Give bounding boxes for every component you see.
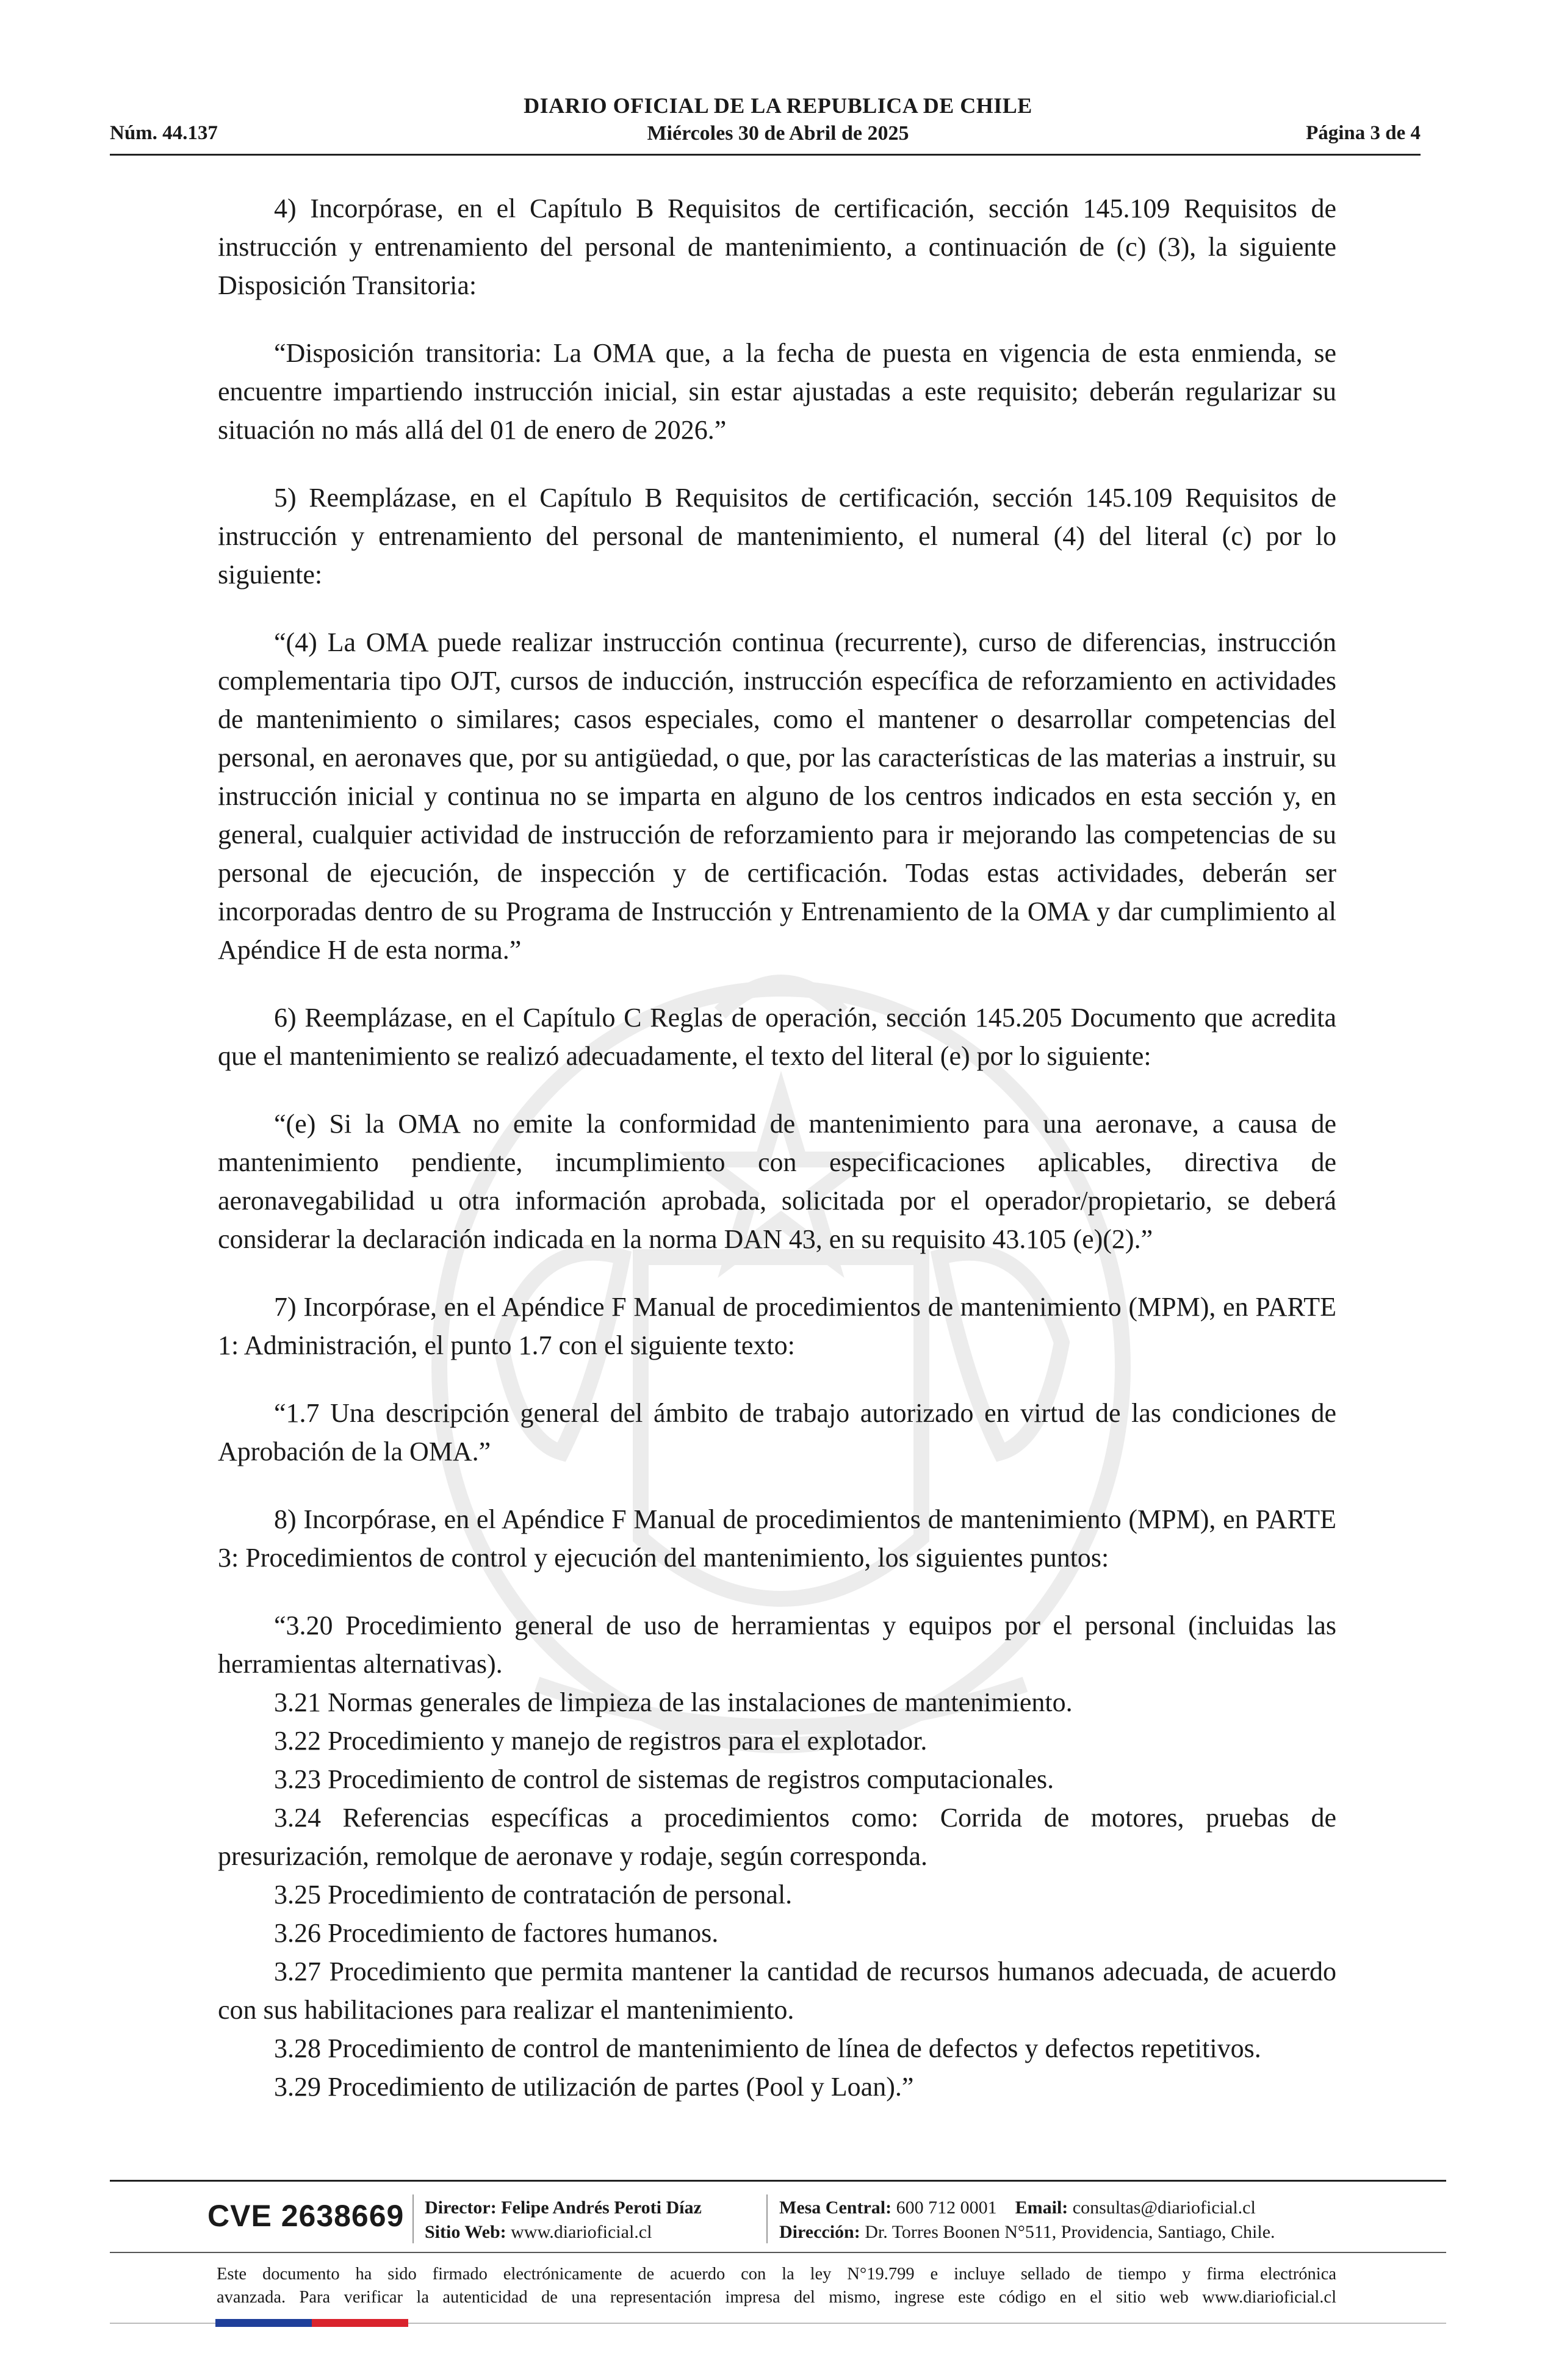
list-item-3-22: 3.22 Procedimiento y manejo de registros para el explotador. <box>274 1726 927 1756</box>
paragraph-transitoria: “Disposición transitoria: La OMA que, a la fecha de puesta en vigencia de esta enmienda, se encuentre impartiendo instrucción inicial, sin estar ajustadas a este requisito; deberán regularizar su situación no más allá del 01 de enero de 2026.” <box>218 338 1336 445</box>
cve-code: CVE 2638669 <box>207 2199 405 2233</box>
footer-contact-block <box>779 2196 1275 2245</box>
page-number: Página 3 de 4 <box>1306 122 1421 144</box>
paragraph-punto-1-7: “1.7 Una descripción general del ámbito de trabajo autorizado en virtud de las condiciones de Aprobación de la OMA.” <box>218 1398 1336 1466</box>
paragraph-5: 5) Reemplázase, en el Capítulo B Requisitos de certificación, sección 145.109 Requisitos de instrucción y entrenamiento del personal de mantenimiento, el numeral (4) del literal (c) por lo siguiente: <box>218 483 1336 590</box>
footer-separator <box>412 2194 414 2243</box>
flag-bar-red <box>312 2319 408 2327</box>
director-name: Felipe Andrés Peroti Díaz <box>501 2198 702 2218</box>
mesa-central-phone: 600 712 0001 <box>896 2198 997 2218</box>
footer-director-block <box>425 2196 702 2245</box>
header-divider <box>110 154 1421 156</box>
website-label: Sitio Web: <box>425 2222 506 2242</box>
publication-title: DIARIO OFICIAL DE LA REPUBLICA DE CHILE <box>524 93 1032 118</box>
issue-date: Miércoles 30 de Abril de 2025 <box>647 122 909 145</box>
footer-divider-top <box>110 2180 1446 2182</box>
legal-notice-line-1: Este documento ha sido firmado electrónicamente de acuerdo con la ley N°19.799 e incluye sellado de tiempo y firma electrónica <box>217 2265 1336 2284</box>
footer-legal-notice <box>217 2263 1336 2309</box>
list-item-3-24: 3.24 Referencias específicas a procedimientos como: Corrida de motores, pruebas de presurización, remolque de aeronave y rodaje, según corresponda. <box>218 1803 1336 1871</box>
address-label: Dirección: <box>779 2222 860 2242</box>
page-header <box>0 0 1556 165</box>
flag-bar-blue <box>215 2319 312 2327</box>
list-item-3-25: 3.25 Procedimiento de contratación de personal. <box>274 1880 793 1909</box>
list-item-3-21: 3.21 Normas generales de limpieza de las instalaciones de mantenimiento. <box>274 1687 1073 1717</box>
document-body <box>218 189 1336 2106</box>
list-item-3-26: 3.26 Procedimiento de factores humanos. <box>274 1918 719 1948</box>
director-label: Director: <box>425 2198 497 2218</box>
address-text: Dr. Torres Boonen N°511, Providencia, Santiago, Chile. <box>865 2222 1275 2242</box>
website-link[interactable]: www.diarioficial.cl <box>511 2222 652 2242</box>
paragraph-4: 4) Incorpórase, en el Capítulo B Requisitos de certificación, sección 145.109 Requisitos de instrucción y entrenamiento del personal de mantenimiento, a continuación de (c) (3), la siguiente Disposición Transitoria: <box>218 193 1336 300</box>
footer-separator <box>766 2194 768 2243</box>
list-item-3-23: 3.23 Procedimiento de control de sistemas de registros computacionales. <box>274 1764 1054 1794</box>
paragraph-8: 8) Incorpórase, en el Apéndice F Manual de procedimientos de mantenimiento (MPM), en PARTE 3: Procedimientos de control y ejecución del mantenimiento, los siguientes puntos: <box>218 1504 1336 1573</box>
legal-notice-line-2: avanzada. Para verificar la autenticidad de una representación impresa del mismo, ingrese este código en el sitio web www.diarioficial.cl <box>217 2288 1336 2307</box>
paragraph-6: 6) Reemplázase, en el Capítulo C Reglas de operación, sección 145.205 Documento que acredita que el mantenimiento se realizó adecuadamente, el texto del literal (e) por lo siguiente: <box>218 1003 1336 1071</box>
page-footer <box>0 2173 1556 2380</box>
list-item-3-29: 3.29 Procedimiento de utilización de partes (Pool y Loan).” <box>274 2072 914 2102</box>
paragraph-literal-c4: “(4) La OMA puede realizar instrucción continua (recurrente), curso de diferencias, instrucción complementaria tipo OJT, cursos de inducción, instrucción específica de reforzamiento en actividades de mantenimiento o similares; casos especiales, como el mantener o desarrollar competencias del personal, en aeronaves que, por su antigüedad, o que, por las características de las materias a instruir, su instrucción inicial y continua no se imparta en alguno de los centros indicados en esta sección y, en general, cualquier actividad de instrucción de reforzamiento para ir mejorando las competencias de su personal de ejecución, de inspección y de certificación. Todas estas actividades, deberán ser incorporadas dentro de su Programa de Instrucción y Entrenamiento de la OMA y dar cumplimiento al Apéndice H de esta norma.” <box>218 627 1336 965</box>
list-item-3-20: “3.20 Procedimiento general de uso de herramientas y equipos por el personal (incluidas las herramientas alternativas). <box>218 1610 1336 1679</box>
list-item-3-28: 3.28 Procedimiento de control de mantenimiento de línea de defectos y defectos repetitivos. <box>274 2033 1261 2063</box>
issue-number: Núm. 44.137 <box>110 122 218 144</box>
flag-color-bar <box>215 2319 408 2327</box>
list-item-3-27: 3.27 Procedimiento que permita mantener la cantidad de recursos humanos adecuada, de acuerdo con sus habilitaciones para realizar el mantenimiento. <box>218 1956 1336 2025</box>
paragraph-7: 7) Incorpórase, en el Apéndice F Manual de procedimientos de mantenimiento (MPM), en PARTE 1: Administración, el punto 1.7 con el siguiente texto: <box>218 1292 1336 1360</box>
email-link[interactable]: consultas@diarioficial.cl <box>1072 2198 1256 2218</box>
email-label: Email: <box>1015 2198 1068 2218</box>
footer-divider-middle <box>110 2252 1446 2253</box>
paragraph-literal-e: “(e) Si la OMA no emite la conformidad de mantenimiento para una aeronave, a causa de mantenimiento pendiente, incumplimiento con especificaciones aplicables, directiva de aeronavegabilidad u otra información aprobada, solicitada por el operador/propietario, se deberá considerar la declaración indicada en la norma DAN 43, en su requisito 43.105 (e)(2).” <box>218 1109 1336 1254</box>
mesa-central-label: Mesa Central: <box>779 2198 892 2218</box>
